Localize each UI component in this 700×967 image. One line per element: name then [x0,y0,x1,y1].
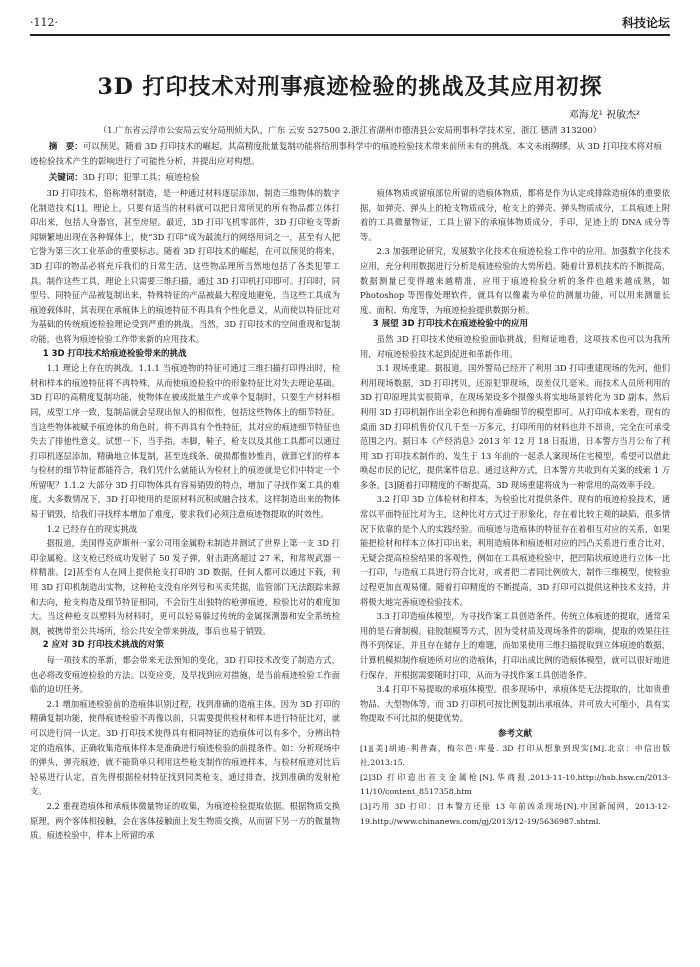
references-heading: 参考文献 [497,728,532,739]
paragraph: 3D 打印技术，俗称增材制造，是一种通过材料逐层添加、制造三维物体的数字化制造技术[1]。理论上，只要有适当的材料就可以把日常所见的所有物品都立体打印出来，包括人身器官，甚至房屋。最近，3D 打印飞机零部件，3D 打印枪支等新闻频繁地出现在各种媒体上，使“3D 打印”成为最流行的网络用词之一，甚至有人把它誉为第三次工业革命的重要标志。随着 3D 打印技术的崛起，在可以预见的将来，3D 打印的物品必将充斥我们的日常生活，这些物品理所当然地包括了各类犯罪工具。制作这些工具，理论上只需要三维扫描，通过 3D 打印机打印即可。打印时，同型号、同特征产品被复制出来，特殊特征的产品被最大程度地避免，当这些工具成为痕迹载体时，其表现在承痕体上的痕迹特征不再具有个性化意义，从而使以特征比对为基础的传统痕迹检验理论受到严重的挑战。当然，3D 打印技术的空间重现和复制功能，也将为痕迹检验工作带来新的应用技术。 [30,188,340,344]
abstract-text: 可以预见，随着 3D 打印技术的崛起，其高精度批量复制功能将给刑事科学中的痕迹检验技术带来前所未有的挑战。本文未雨绸缪，从 3D 打印技术将对痕迹检验技术产生的影响进行了可能性分析，并提出应对构想。 [30,142,662,167]
page-number: ·112· [30,16,58,29]
abstract [30,140,670,170]
paragraph: 3.1 现场重建。据报道，国外警局已经开了利用 3D 打印重建现场的先河，他们利用现场数据，3D 打印拷贝，还原犯罪现场，误差仅几毫米。而技术人员所利用的 3D 打印原理其实很简单，在现场架设多个摄像头将实地场景转化为 3D 副本，然后利用 3D 打印机制作出全彩色和拥有准确细节的模型即可。从打印成本来看，现有的桌面 3D 打印机售价仅几千至一万多元，打印所用的材料也并不昂贵，完全在可承受范围之内。据日本《产经消息》2013 年 12 月 18 日报道，日本警方当月公布了利用 3D 打印技术制作的、发生于 13 年前的一起杀人案现场住宅模型，希望可以借此唤起市民的记忆，提供案件信息。通过这种方式，日本警方共收到有关案的线索 1 万多条。[3]随着打印精度的不断提高，3D 现场重建将成为一种常用的高效率手段。 [360,363,670,490]
authors: 邓海龙¹ 祝敏杰² [568,110,640,121]
paragraph: 每一项技术的革新，都会带来无法预知的变化，3D 打印技术改变了制造方式，也必将改变痕迹检验的方法。以变应变，及早找到应对措施，是当前痕迹检验工作面临的迫切任务。 [30,655,340,695]
paragraph: 1.2 已经存在的现实挑战 [46,523,138,534]
paragraph: 痕体物质或留痕部位所留的造痕体物质，都将是作为认定或排除造痕体的重要依据，如弹壳、弹头上的枪支物质成分，枪支上的弹壳、弹头物质成分，工具痕迹上附着的工具微量物证，工具上留下的承痕体物质成分，手印，足迹上的 DNA 成分等等。 [360,188,670,242]
keywords-text: 3D 打印；犯罪工具；痕迹检验 [82,173,200,183]
article-title: 3D 打印技术对刑事痕迹检验的挑战及其应用初探 [97,74,603,100]
right-column [360,186,670,829]
paragraph: 2.3 加强理论研究，发展数字化技术在痕迹检验工作中的应用。加强数字化技术应用，充分利用数据进行分析是痕迹检验的大势所趋。随着计算机技术的不断提高，数据测量已变得越来越精准，应用于痕迹检验分析的条件也越来越成熟，如 Photoshop 等图像处理软件，就具有以像素为单位的测量功能，可以用来测量长度、面积、角度等，为痕迹检验提供数据分析。 [360,246,670,315]
paragraph: 1.1 理论上存在的挑战。1.1.1 当痕迹物的特征可通过三维扫描打印得出时，检材和样本的痕迹特征将不再特殊，从而使痕迹检验中的形象特征比对失去理论基础。3D 打印的高精度复制功能，使物体在被成批量生产或单个复制时，只要生产材料相同，成型工序一致，复制品就会呈现出惊人的相似性，包括这些物体上的细节特征。当这些物体被赋予痕迹体的角色时，将不再具有个性特征，其对应的痕迹细节特征也失去了排他性意义。试想一下，当手指，赤脚，鞋子，枪支以及其他工具都可以通过打印机逐层添加，精确地立体复制，甚至连线条、破损都惟妙惟肖，就算它们的样本与检材的细节特征都能符合，我们凭什么就能认为检材上的痕迹就是它们中特定一个所留呢？1.1.2 大部分 3D 打印物体具有容易销毁的特点，增加了寻找作案工具的难度。大多数情况下，3D 打印使用的是原材料沉积或融合技术，这样制造出来的物体易于销毁，给我们寻找样本增加了难度，要求我们必须注意痕迹物提取的时效性。 [30,363,340,520]
section-heading: 1 3D 打印技术给痕迹检验带来的挑战 [42,348,187,359]
paragraph: 3.3 打印造痕体模型，为寻找作案工具创造条件。传统立体痕迹的提取，通常采用的是石膏制模，硅胶制模等方式，因为受材质及现场条件的影响，提取的效果往往得不到保证，并且存在储存上的难题，而如果使用三维扫描提取到立体痕迹的数据，计算机模拟制作痕迹所对应的造痕体，打印出成比例的造痕体模型，就可以很好地进行保存，并根据需要随时打印，从而为寻找作案工具创造条件。 [360,611,670,680]
keywords-label: 关键词： [48,173,83,183]
section-heading: 2 应对 3D 打印技术挑战的对策 [42,640,165,651]
page-header [30,8,670,36]
keywords [30,171,670,186]
reference-entry: [1][美]胡迪·利普森，梅尔芭·库曼. 3D 打印从想象到现实[M].北京：中信出版社,2013:15. [360,743,670,768]
abstract-label: 摘 要： [48,142,83,152]
paragraph: 虽然 3D 打印技术使痕迹检验面临挑战，但辩证地看，这项技术也可以为我所用，对痕迹检验技术起到促进和革新作用。 [360,333,670,359]
reference-entry: [2]3D 打印造出首支金属枪[N].华商报,2013-11-10.http://hsb.hsw.cn/2013-11/10/content_8517358.htm [360,772,670,797]
section-heading: 3 展望 3D 打印技术在痕迹检验中的应用 [372,319,529,330]
paragraph: 据报道，美国得克萨斯州一家公司用金属粉末制造并测试了世界上第一支 3D 打印金属枪。这支枪已经成功发射了 50 发子弹，射击距离超过 27 米，和常规武器一样精准。[2]甚至有人在网上提供枪支打印的 3D 数据，任何人都可以通过下载，利用 3D 打印机制造出实物，这种枪支没有序列号和买卖凭据，监管部门无法跟踪来源和去向，枪支构造及细节特征相同，不会衍生出独特的枪弹痕迹，检验比对的难度加大。当这种枪支以塑料为材料时，更可以轻易躲过传统的金属探测器和安全系统检测，被携带至公共场所，给公共安全带来挑战，事后也易于销毁。 [30,538,340,636]
paragraph: 3.2 打印 3D 立体检材和样本，为检验比对提供条件。现有的痕迹检验技术，通常以平面特征比对为主，这种比对方式过于形象化，存在着比较主观的缺陷，很多情况下依靠的是个人的实践经验。而痕迹与造痕体的特征存在着相互对应的关系，如果能把检材和样本立体打印出来，利用造痕体和痕迹相对应的凹凸关系进行重合比对，无疑会提高检验结果的客观性，例如在工具痕迹检验中，把凹陷状痕迹进行立体一比一打印，与造痕工具进行符合比对，或者把二者同比例放大，制作三维模型，使检验过程更加直观易懂。随着打印精度的不断提高，3D 打印可以提供这种技术支持，并将极大地完善痕迹检验技术。 [360,494,670,607]
affiliation: （1.广东省云浮市公安局云安分局刑侦大队，广东 云安 527500 2.浙江省湖州市德清县公安局刑事科学技术室，浙江 德清 313200） [98,126,602,136]
column-name: 科技论坛 [621,16,670,30]
paragraph: 3.4 打印不易提取的承痕体模型。很多现场中，承痕体是无法提取的，比如贵重物品、大型物体等，而 3D 打印机可按比例复制出承痕体，并可放大可缩小，具有实物提取不可比拟的便捷优势。 [360,684,670,724]
left-column [30,186,340,843]
paragraph: 2.1 增加痕迹检验前的造痕体识别过程，找到准确的造痕主体。因为 3D 打印的精确复制功能，使得痕迹检验不再像以前，只需要提供检材和样本进行特征比对，就可以进行同一认定。3D 打印技术使得具有相同特征的造痕体可以有多个，分辨出特定的造痕体，正确收集造痕体样本是准确进行痕迹检验的前提条件。如：分析现场中的弹头，弹壳痕迹，就不能简单只利用这些枪支制作的痕迹样本，与检材痕迹对比后轻易进行认定，首先得根据检材特征找到同类枪支，通过排查，找到准确的发射枪支。 [30,698,340,797]
paragraph: 2.2 重视造痕体和承痕体微量物证的收集，为痕迹检验提取依据。根据物质交换原理，两个客体相接触，会在客体接触面上发生物质交换，从而留下另一方的微量物质。痕迹检验中，样本上所留的承 [30,800,340,841]
reference-entry: [3]巧用 3D 打印：日本警方还原 13 年前凶杀现场[N].中国新闻网，2013-12-19.http://www.chinanews.com/gj/2013/12-19/5636987.shtml. [360,801,670,826]
